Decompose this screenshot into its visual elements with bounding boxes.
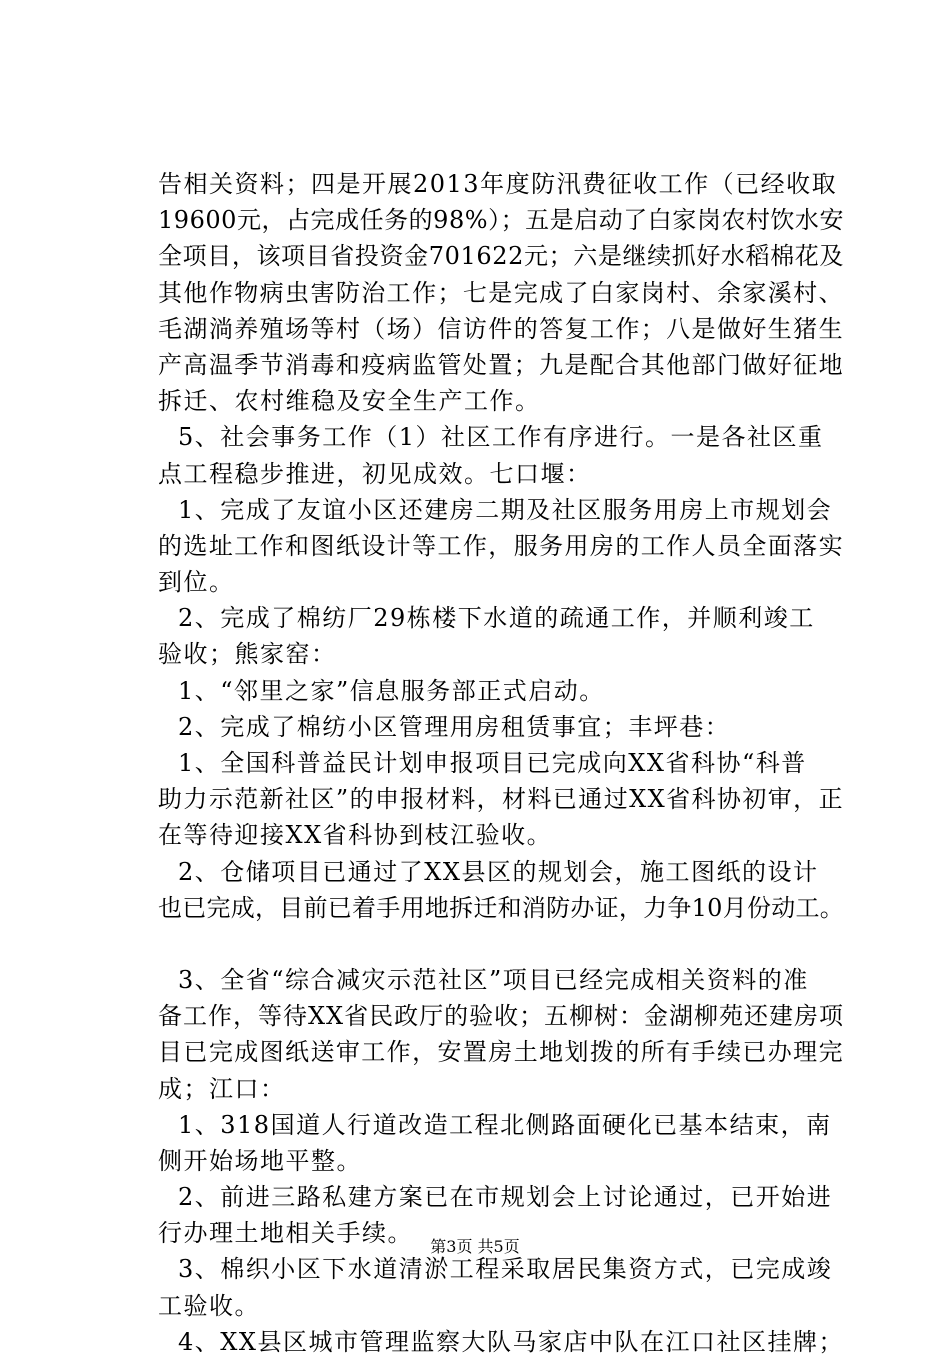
text-line: 的选址工作和图纸设计等工作，服务用房的工作人员全面落实 bbox=[158, 531, 844, 560]
text-line: 4、XX县区城市管理监察大队马家店中队在江口社区挂牌； bbox=[178, 1327, 844, 1356]
page-footer: 第3页 共5页 bbox=[430, 1237, 520, 1256]
text-line: 2、完成了棉纺小区管理用房租赁事宜；丰坪巷： bbox=[178, 712, 731, 741]
document-body bbox=[158, 166, 842, 1360]
text-line: 产高温季节消毒和疫病监管处置；九是配合其他部门做好征地 bbox=[158, 350, 844, 379]
text-line: 全项目，该项目省投资金701622元；六是继续抓好水稻棉花及 bbox=[158, 242, 844, 271]
text-line: 点工程稳步推进，初见成效。七口堰： bbox=[158, 459, 592, 488]
text-line: 毛湖淌养殖场等村（场）信访件的答复工作；八是做好生猪生 bbox=[158, 314, 844, 343]
text-line: 工验收。 bbox=[158, 1291, 260, 1320]
text-line: 3、全省“综合减灾示范社区”项目已经完成相关资料的准 bbox=[178, 965, 809, 994]
text-line: 到位。 bbox=[158, 568, 235, 597]
text-line: 验收；熊家窑： bbox=[158, 640, 337, 669]
text-line: 成；江口： bbox=[158, 1074, 286, 1103]
text-line: 1、“邻里之家”信息服务部正式启动。 bbox=[178, 676, 605, 705]
text-line: 5、社会事务工作（1）社区工作有序进行。一是各社区重 bbox=[178, 423, 824, 452]
text-line: 拆迁、农村维稳及安全生产工作。 bbox=[158, 387, 541, 416]
text-line: 备工作，等待XX省民政厅的验收；五柳树：金湖柳苑还建房项 bbox=[158, 1002, 844, 1031]
text-line: 目已完成图纸送审工作，安置房土地划拨的所有手续已办理完 bbox=[158, 1038, 844, 1067]
text-line: 1、318国道人行道改造工程北侧路面硬化已基本结束，南 bbox=[178, 1110, 832, 1139]
text-line: 也已完成，目前已着手用地拆迁和消防办证，力争10月份动工。 bbox=[158, 893, 844, 922]
text-line: 3、棉织小区下水道清淤工程采取居民集资方式，已完成竣 bbox=[178, 1255, 833, 1284]
paragraph-gap bbox=[158, 926, 842, 962]
text-line: 2、前进三路私建方案已在市规划会上讨论通过，已开始进 bbox=[178, 1183, 833, 1212]
text-line: 2、仓储项目已通过了XX县区的规划会，施工图纸的设计 bbox=[178, 857, 819, 886]
text-line: 2、完成了棉纺厂29栋楼下水道的疏通工作，并顺利竣工 bbox=[178, 604, 815, 633]
text-line: 告相关资料；四是开展2013年度防汛费征收工作（已经收取 bbox=[158, 170, 838, 198]
text-line: 助力示范新社区”的申报材料，材料已通过XX省科协初审，正 bbox=[158, 785, 844, 814]
text-line: 1、全国科普益民计划申报项目已完成向XX省科协“科普 bbox=[178, 749, 807, 777]
text-line: 在等待迎接XX省科协到枝江验收。 bbox=[158, 821, 553, 850]
text-line: 其他作物病虫害防治工作；七是完成了白家岗村、余家溪村、 bbox=[158, 278, 844, 307]
text-line: 侧开始场地平整。 bbox=[158, 1146, 362, 1175]
text-line: 行办理土地相关手续。 bbox=[158, 1219, 413, 1248]
text-line: 19600元，占完成任务的98%）；五是启动了白家岗农村饮水安 bbox=[158, 206, 844, 235]
text-line: 1、完成了友谊小区还建房二期及社区服务用房上市规划会 bbox=[178, 495, 833, 524]
